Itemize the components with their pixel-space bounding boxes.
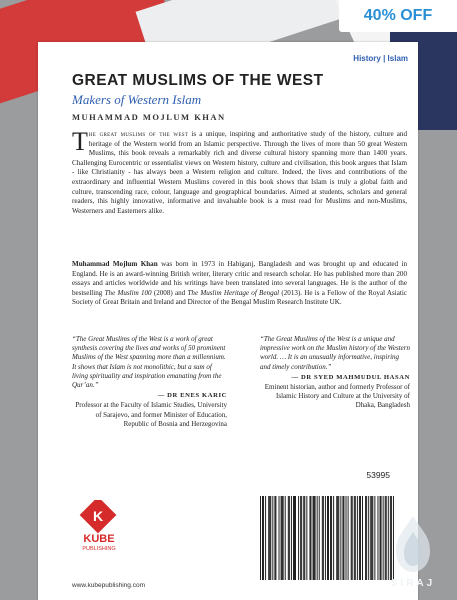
bio-text-2: (2008) and <box>151 288 188 297</box>
barcode-bar <box>368 496 369 580</box>
barcode-bar <box>325 496 326 580</box>
barcode-bar <box>360 496 361 580</box>
kube-publishing-logo <box>71 500 127 554</box>
barcode-bar <box>371 496 372 580</box>
discount-badge: 40% OFF <box>339 0 457 32</box>
quote-attribution: — DR SYED MAHMUDUL HASAN <box>291 373 410 381</box>
barcode-bar <box>359 496 360 580</box>
barcode-bar <box>370 496 371 580</box>
barcode-bar <box>294 496 295 580</box>
barcode-number: 53995 <box>366 470 390 480</box>
category-label: History | Islam <box>353 54 408 63</box>
barcode-bar <box>309 496 310 580</box>
barcode-bar <box>303 496 304 580</box>
blurb-lead: he great muslims of the west <box>88 130 189 138</box>
barcode-bar <box>272 496 273 580</box>
barcode-bar <box>331 496 332 580</box>
barcode-bar <box>380 496 381 580</box>
logo-text: KUBE <box>83 533 115 545</box>
barcode-bar <box>346 496 347 580</box>
author-name: MUHAMMAD MOJLUM KHAN <box>72 112 226 122</box>
barcode-bar <box>268 496 269 580</box>
barcode-bar <box>342 496 343 580</box>
barcode-bar <box>374 496 375 580</box>
barcode-bar <box>315 496 316 580</box>
barcode-bar <box>262 496 263 580</box>
svg-text:K: K <box>92 508 104 524</box>
barcode-bar <box>328 496 329 580</box>
quote-attribution: — DR ENES KARIC <box>157 392 227 400</box>
book-title: GREAT MUSLIMS OF THE WEST <box>72 72 324 89</box>
quote-role: Professor at the Faculty of Islamic Studies, University of Sarajevo, and former Minister of Education, Republic of Bosnia and Herzegovina <box>75 401 227 428</box>
barcode-bar <box>338 496 339 580</box>
quote-role: Eminent historian, author and formerly Professor of Islamic History and Culture at the University of Dhaka, Bangladesh <box>264 383 410 410</box>
barcode-bar <box>365 496 366 580</box>
barcode-bar <box>357 496 358 580</box>
barcode-bar <box>300 496 301 580</box>
barcode-bar <box>340 496 341 580</box>
barcode-bar <box>333 496 334 580</box>
dropcap: T <box>72 127 88 156</box>
barcode-bar <box>293 496 294 580</box>
barcode-bar <box>289 496 290 580</box>
barcode-bar <box>301 496 302 580</box>
logo-subtext: PUBLISHING <box>82 546 116 552</box>
book-blurb <box>72 127 407 216</box>
barcode-bar <box>343 496 344 580</box>
barcode-bar <box>265 496 266 580</box>
barcode-bar <box>291 496 292 580</box>
barcode-bar <box>378 496 379 580</box>
barcode-bar <box>314 496 315 580</box>
book-back-cover <box>38 42 418 600</box>
barcode-bar <box>372 496 373 580</box>
barcode-bar <box>288 496 289 580</box>
barcode-bar <box>366 496 367 580</box>
bio-text-3: (2013). He is a Fellow of the Royal Asiatic Society of Great Britain and Ireland and Director of the Bengal Muslim Research Institute UK. <box>72 288 408 307</box>
barcode-bar <box>336 496 337 580</box>
barcode-bar <box>263 496 264 580</box>
barcode-bar <box>279 496 280 580</box>
quote-text: “The Great Muslims of the West is a work of great synthesis covering the lives and works of 50 prominent Muslims of the West spanning more than a millennium. It shows that Islam is not monolithic, but a sum of living spirituality and inspiration emanating from the Qur’an.” <box>72 335 226 390</box>
barcode-bar <box>348 496 349 580</box>
book-subtitle: Makers of Western Islam <box>72 92 202 107</box>
barcode-bar <box>317 496 318 580</box>
barcode-bar <box>282 496 283 580</box>
review-quote-2 <box>260 335 410 411</box>
barcode-bar <box>275 496 276 580</box>
barcode-bar <box>270 496 271 580</box>
barcode-bar <box>283 496 284 580</box>
bio-name: Muhammad Mojlum Khan <box>72 260 158 268</box>
barcode-bar <box>260 496 261 580</box>
review-quote-1 <box>72 335 227 429</box>
barcode-bar <box>319 496 320 580</box>
barcode-bar <box>304 496 305 580</box>
bio-book-1: The Muslim 100 <box>104 288 152 297</box>
barcode-bar <box>322 496 323 580</box>
barcode-bar <box>274 496 275 580</box>
barcode-bar <box>354 496 355 580</box>
publisher-url[interactable]: www.kubepublishing.com <box>72 582 145 589</box>
barcode-bar <box>362 496 363 580</box>
barcode-bar <box>313 496 314 580</box>
barcode-bar <box>311 496 312 580</box>
barcode-bar <box>337 496 338 580</box>
barcode-bar <box>298 496 299 580</box>
barcode-bar <box>355 496 356 580</box>
author-bio <box>72 260 407 308</box>
quote-text: “The Great Muslims of the West is a unique and impressive work on the Muslim history of the Western world. … It is an unusually informative, inspiring and timely contribution.” <box>260 335 410 371</box>
bio-text-1: was born in 1973 in Habiganj, Bangladesh and was brought up and educated in England. He is an award-winning British writer, literary critic and research scholar. He has published more than 200 essays and articles worldwide and his writings have been translated into several languages. He is the author of the bestselling <box>72 260 408 297</box>
watermark-text: SIRAJ <box>390 578 436 589</box>
barcode-bar <box>285 496 286 580</box>
barcode-bar <box>295 496 296 580</box>
barcode-bar <box>330 496 331 580</box>
barcode-bar <box>323 496 324 580</box>
barcode-bar <box>306 496 307 580</box>
blurb-text: is a unique, inspiring and authoritative study of the history, culture and heritage of the Western world from an Islamic perspective. Through the lives of more than 50 great Western Muslims, this book reveals a remarkably rich and diverse cultural history spanning more than 1400 years. Challenging Eurocentric or essentialist views on Western history, culture and civilisation, this book argues that Islam - like Christianity - has always been a Western religion and culture. Indeed, the lives and contributions of the extraordinary and influential Western Muslims covered in this book shows that Islam is truly a global faith and culture, transcending race, colour, language and geographical boundaries. Aimed at students, scholars and general readers, this highly innovative, informative and invaluable book is a must read for Muslims and non-Muslims, Westerners and Easterners alike. <box>72 130 407 215</box>
barcode-bar <box>281 496 282 580</box>
bio-book-2: The Muslim Heritage of Bengal <box>187 288 280 297</box>
barcode-bar <box>269 496 270 580</box>
isbn-barcode <box>260 496 394 580</box>
barcode-bar <box>351 496 352 580</box>
barcode-bar <box>352 496 353 580</box>
barcode-bar <box>327 496 328 580</box>
